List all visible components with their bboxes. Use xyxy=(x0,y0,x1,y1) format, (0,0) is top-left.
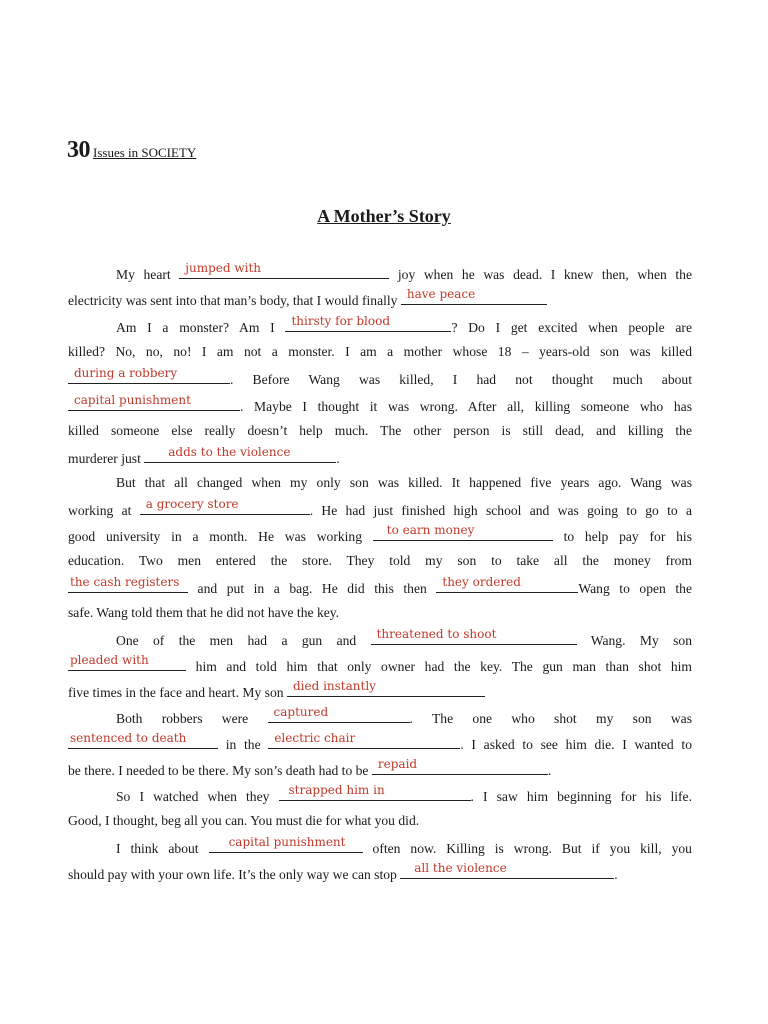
answer-blank xyxy=(140,498,310,515)
text-segment: him and told him that only owner had the key. The gun man than shot him xyxy=(195,659,692,674)
answer-text: died instantly xyxy=(292,679,376,693)
answer-blank xyxy=(68,367,230,384)
answer-text: threatened to shoot xyxy=(376,627,497,641)
answer-blank xyxy=(68,654,186,671)
text-segment: My heart xyxy=(116,267,171,282)
text-segment: . Maybe I thought it was wrong. After all, killing someone who has xyxy=(240,399,692,414)
answer-blank xyxy=(373,524,553,541)
answer-blank xyxy=(436,576,578,593)
text-line xyxy=(68,784,692,806)
text-segment: . I saw him beginning for his life. xyxy=(470,789,692,804)
text-line xyxy=(68,288,692,310)
chapter-number: 30 xyxy=(67,137,90,163)
answer-blank xyxy=(144,446,336,463)
answer-blank xyxy=(179,262,389,279)
text-line xyxy=(68,680,692,702)
text-line xyxy=(68,472,692,494)
answer-blank xyxy=(279,784,471,801)
text-line xyxy=(68,810,692,832)
text-segment: One of the men had a gun and xyxy=(116,633,357,648)
answer-blank xyxy=(372,758,548,775)
text-segment: . xyxy=(336,451,340,466)
answer-blank xyxy=(401,288,547,305)
answer-text: captured xyxy=(273,705,329,719)
text-segment: Both robbers were xyxy=(116,711,249,726)
text-line xyxy=(68,315,692,337)
text-segment: education. Two men entered the store. They told my son to take all the money from xyxy=(68,553,692,568)
text-segment: Good, I thought, beg all you can. You must die for what you did. xyxy=(68,813,420,828)
text-line xyxy=(68,654,692,676)
text-line xyxy=(68,628,692,650)
answer-blank xyxy=(68,394,240,411)
text-line xyxy=(68,602,692,624)
answer-text: sentenced to death xyxy=(70,731,187,745)
text-segment: . xyxy=(547,763,552,778)
text-segment: safe. Wang told them that he did not have the key. xyxy=(68,605,340,620)
answer-blank xyxy=(268,706,410,723)
answer-text: to earn money xyxy=(386,523,475,537)
text-segment: working at xyxy=(68,503,132,518)
answer-text: during a robbery xyxy=(74,366,178,380)
answer-text: adds to the violence xyxy=(168,445,291,459)
answer-text: strapped him in xyxy=(288,783,385,797)
text-segment: Wang. My son xyxy=(590,633,693,648)
text-line xyxy=(68,862,692,884)
text-segment: I think about xyxy=(116,841,199,856)
answer-text: all the violence xyxy=(414,861,507,875)
answer-text: capital punishment xyxy=(74,393,191,407)
text-segment: ? Do I get excited when people are xyxy=(451,320,692,335)
text-segment: But that all changed when my only son was killed. It happened five years ago. Wang was xyxy=(116,475,692,490)
text-segment: killed? No, no, no! I am not a monster. I am a mother whose 18 – years-old son was killed xyxy=(68,344,692,359)
text-segment: So I watched when they xyxy=(116,789,270,804)
text-line xyxy=(68,420,692,442)
chapter-header xyxy=(67,137,196,164)
text-segment: joy when he was dead. I knew then, when the xyxy=(397,267,692,282)
text-line xyxy=(68,576,692,598)
text-segment: in the xyxy=(225,737,261,752)
text-segment: and put in a bag. He did this then xyxy=(197,581,427,596)
answer-text: electric chair xyxy=(274,731,356,745)
text-segment: to help pay for his xyxy=(563,529,692,544)
text-segment: murderer just xyxy=(68,451,141,466)
text-segment: killed someone else really doesn’t help much. The other person is still dead, and killing the xyxy=(68,423,692,438)
story-title-wrap xyxy=(0,206,768,227)
text-segment: . The one who shot my son was xyxy=(409,711,693,726)
answer-text: jumped with xyxy=(185,261,262,275)
story-title: A Mother’s Story xyxy=(317,206,451,226)
text-segment: . I asked to see him die. I wanted to xyxy=(460,737,692,752)
text-line xyxy=(68,836,692,858)
answer-text: a grocery store xyxy=(145,497,239,511)
answer-text: the cash registers xyxy=(70,575,180,589)
text-line xyxy=(68,394,692,416)
book-label: Issues in SOCIETY xyxy=(93,145,197,160)
answer-text: have peace xyxy=(406,287,476,301)
answer-text: capital punishment xyxy=(228,835,346,849)
answer-blank xyxy=(285,315,451,332)
text-line xyxy=(68,446,692,468)
answer-blank xyxy=(209,836,363,853)
text-line xyxy=(68,706,692,728)
answer-blank xyxy=(68,732,218,749)
text-line xyxy=(68,758,692,780)
text-line xyxy=(68,498,692,520)
text-line xyxy=(68,262,692,284)
text-segment: should pay with your own life. It’s the only way we can stop xyxy=(68,867,397,882)
text-segment: Wang to open the xyxy=(578,581,692,596)
text-line xyxy=(68,550,692,572)
text-segment: . xyxy=(614,867,618,882)
answer-blank xyxy=(287,680,485,697)
answer-blank xyxy=(371,628,577,645)
text-segment: . Before Wang was killed, I had not thought much about xyxy=(230,372,692,387)
text-segment: good university in a month. He was working xyxy=(68,529,363,544)
text-segment: electricity was sent into that man’s body, that I would finally xyxy=(68,293,398,308)
answer-blank xyxy=(268,732,460,749)
text-segment: five times in the face and heart. My son xyxy=(68,685,284,700)
text-segment: . He had just finished high school and was going to go to a xyxy=(309,503,692,518)
text-segment: often now. Killing is wrong. But if you kill, you xyxy=(372,841,692,856)
answer-text: pleaded with xyxy=(70,653,149,667)
text-line xyxy=(68,732,692,754)
text-segment: Am I a monster? Am I xyxy=(116,320,275,335)
answer-text: thirsty for blood xyxy=(291,314,391,328)
answer-text: repaid xyxy=(377,757,418,771)
text-segment: be there. I needed to be there. My son’s death had to be xyxy=(68,763,369,778)
answer-blank xyxy=(68,576,188,593)
text-line xyxy=(68,524,692,546)
answer-blank xyxy=(400,862,614,879)
text-line xyxy=(68,341,692,363)
text-line xyxy=(68,367,692,389)
answer-text: they ordered xyxy=(442,575,521,589)
